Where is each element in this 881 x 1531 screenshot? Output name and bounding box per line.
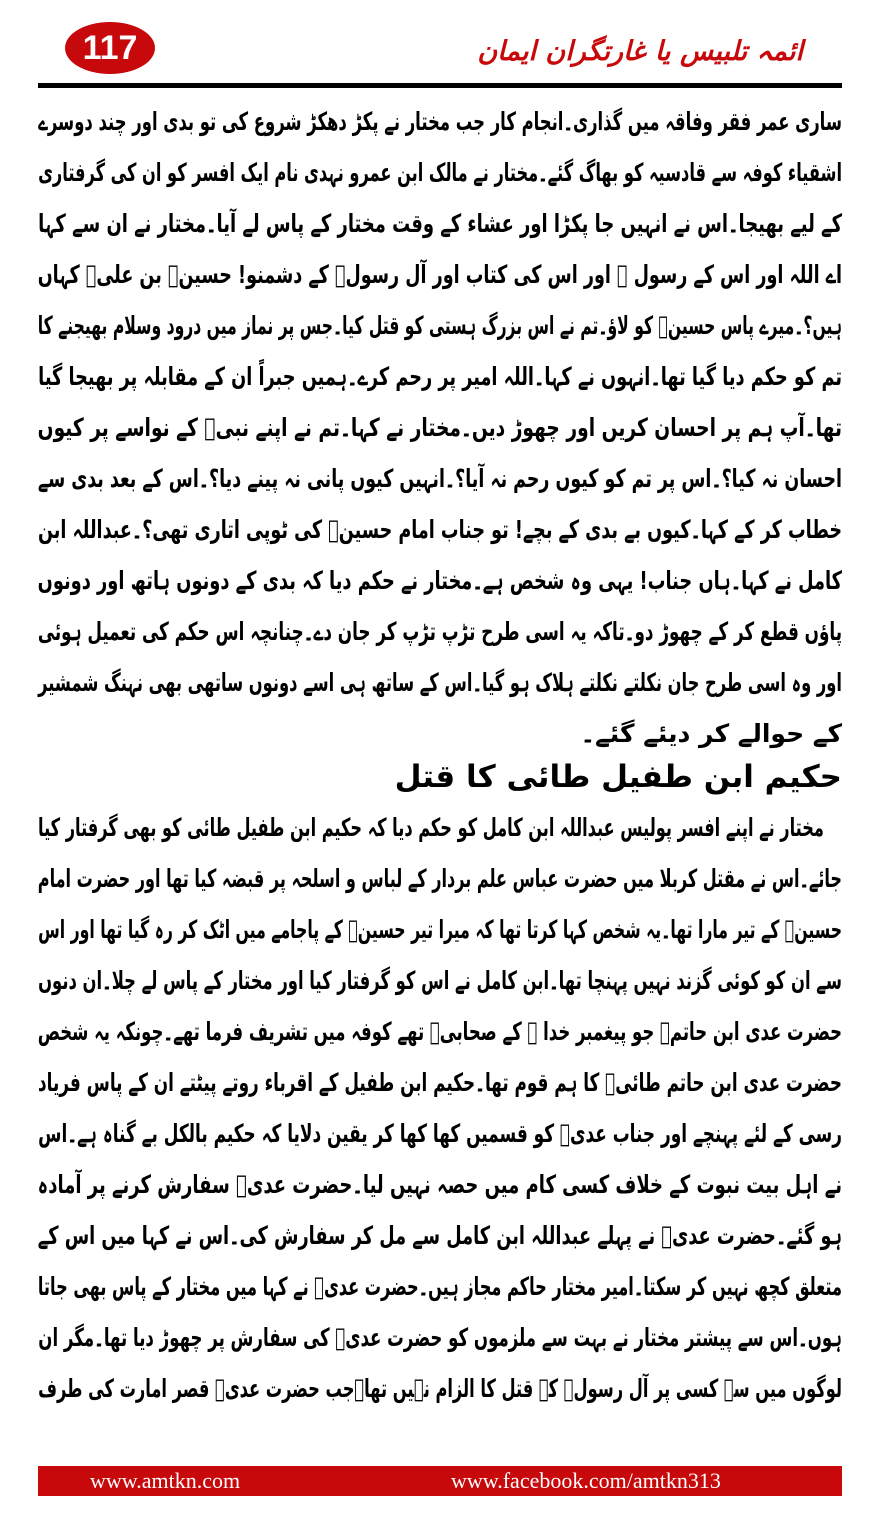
text-line: تم کو حکم دیا گیا تھا۔انہوں نے کہا۔اللہ امیر پر رحم کرے۔ہمیں جبراً ان کے مقابلہ پر بھیجا گیا [38, 362, 843, 391]
text-line: اشقیاء کوفہ سے قادسیہ کو بھاگ گئے۔مختار نے مالک ابن عمرو نہدی نام ایک افسر کو ان کی گرفتاری [38, 158, 842, 187]
text-line: ہو گئے۔حضرت عدیؓ نے پہلے عبداللہ ابن کامل سے مل کر سفارش کی۔اس نے کہا میں اس کے [37, 1221, 843, 1250]
text-line: حسینؑ کے تیر مارا تھا۔یہ شخص کہا کرتا تھا کہ میرا تیر حسینؑ کے پاجامے میں اٹک کر رہ گیا تھا اور اس [38, 915, 842, 944]
header-divider [38, 83, 842, 88]
page-number-badge: 117 [65, 22, 155, 74]
text-line: اے اللہ اور اس کے رسول ﷺ اور اس کی کتاب اور آل رسولؐ کے دشمنو! حسینؑ بن علیؑ کہاں [37, 260, 843, 289]
text-line: خطاب کر کے کہا۔کیوں بے بدی کے بچے! تو جناب امام حسینؑ کی ٹوپی اتاری تھی؟۔عبداللہ ابن [37, 515, 843, 544]
text-line: ساری عمر فقر وفاقہ میں گذاری۔انجام کار جب مختار نے پکڑ دھکڑ شروع کی تو بدی اور چند دوسرے [38, 107, 842, 136]
paragraph-1 [38, 96, 842, 759]
paragraph-2 [38, 802, 842, 1414]
text-line: تھا۔آپ ہم پر احسان کریں اور چھوڑ دیں۔مختار نے کہا۔تم نے اپنے نبیؐ کے نواسے پر کیوں [37, 413, 842, 442]
text-line: اور وہ اسی طرح جان نکلتے نکلتے ہلاک ہو گیا۔اس کے ساتھ ہی اسے دونوں ساتھی بھی نہنگ شمشیر [38, 668, 842, 697]
book-title: ائمہ تلبیس یا غارتگران ایمان [477, 36, 803, 67]
text-line: مختار نے اپنے افسر پولیس عبداللہ ابن کامل کو حکم دیا کہ حکیم ابن طفیل طائی کو بھی گرفتار کیا [38, 813, 824, 842]
text-line: احسان نہ کیا؟۔اس پر تم کو کیوں رحم نہ آیا؟۔انہیں کیوں پانی نہ پینے دیا؟۔اس کے بعد بدی سے [37, 464, 842, 493]
section-heading: حکیم ابن طفیل طائی کا قتل [394, 759, 842, 795]
text-line: جائے۔اس نے مقتل کربلا میں حضرت عباس علم بردار کے لباس و اسلحہ پر قبضہ کیا تھا اور حضرت امام [37, 864, 842, 893]
text-line: کامل نے کہا۔ہاں جناب! یہی وہ شخص ہے۔مختار نے حکم دیا کہ بدی کے دونوں ہاتھ اور دونوں [37, 566, 842, 595]
text-line: حضرت عدی ابن حاتم طائیؓ کا ہم قوم تھا۔حکیم ابن طفیل کے اقرباء روتے پیٹتے ان کے پاس فریاد [38, 1068, 842, 1097]
text-line: سے ان کو کوئی گزند نہیں پہنچا تھا۔ابن کامل نے اس کو گرفتار کیا اور مختار کے پاس لے چلا۔ان دنوں [38, 966, 842, 995]
text-line: کے حوالے کر دیئے گئے۔ [580, 719, 842, 748]
website-link[interactable]: www.amtkn.com [90, 1468, 241, 1493]
facebook-link[interactable]: www.facebook.com/amtkn313 [451, 1468, 721, 1493]
text-line: متعلق کچھ نہیں کر سکتا۔امیر مختار حاکم مجاز ہیں۔حضرت عدیؓ نے کہا میں مختار کے پاس بھی جاتا [37, 1272, 842, 1301]
text-line: نے اہل بیت نبوت کے خلاف کسی کام میں حصہ نہیں لیا۔حضرت عدیؓ سفارش کرنے پر آمادہ [37, 1170, 842, 1199]
page-body [38, 96, 842, 1414]
text-line: حضرت عدی ابن حاتمؓ جو پیغمبر خدا ﷺ کے صحابیؓ تھے کوفہ میں تشریف فرما تھے۔چونکہ یہ شخص [37, 1017, 842, 1046]
text-line: لوگوں میں سے کسی پر آل رسولؐ کے قتل کا الزام نہیں تھا۔جب حضرت عدیؓ قصر امارت کی طرف [38, 1374, 842, 1403]
text-line: ہوں۔اس سے پیشتر مختار نے بہت سے ملزموں کو حضرت عدیؓ کی سفارش پر چھوڑ دیا تھا۔مگر ان [38, 1323, 842, 1352]
footer-bar [38, 1466, 842, 1496]
text-line: کے لیے بھیجا۔اس نے انہیں جا پکڑا اور عشاء کے وقت مختار کے پاس لے آیا۔مختار نے ان سے کہا [38, 209, 843, 238]
text-line: ہیں؟۔میرے پاس حسینؑ کو لاؤ۔تم نے اس بزرگ ہستی کو قتل کیا۔جس پر نماز میں درود وسلام بھیجنے کا [37, 311, 842, 340]
text-line: رسی کے لئے پہنچے اور جناب عدیؓ کو قسمیں کھا کھا کر یقین دلایا کہ حکیم بالکل بے گناہ ہے۔اس [38, 1119, 842, 1148]
text-line: پاؤں قطع کر کے چھوڑ دو۔تاکہ یہ اسی طرح تڑپ تڑپ کر جان دے۔چنانچہ اس حکم کی تعمیل ہوئی [37, 617, 842, 646]
